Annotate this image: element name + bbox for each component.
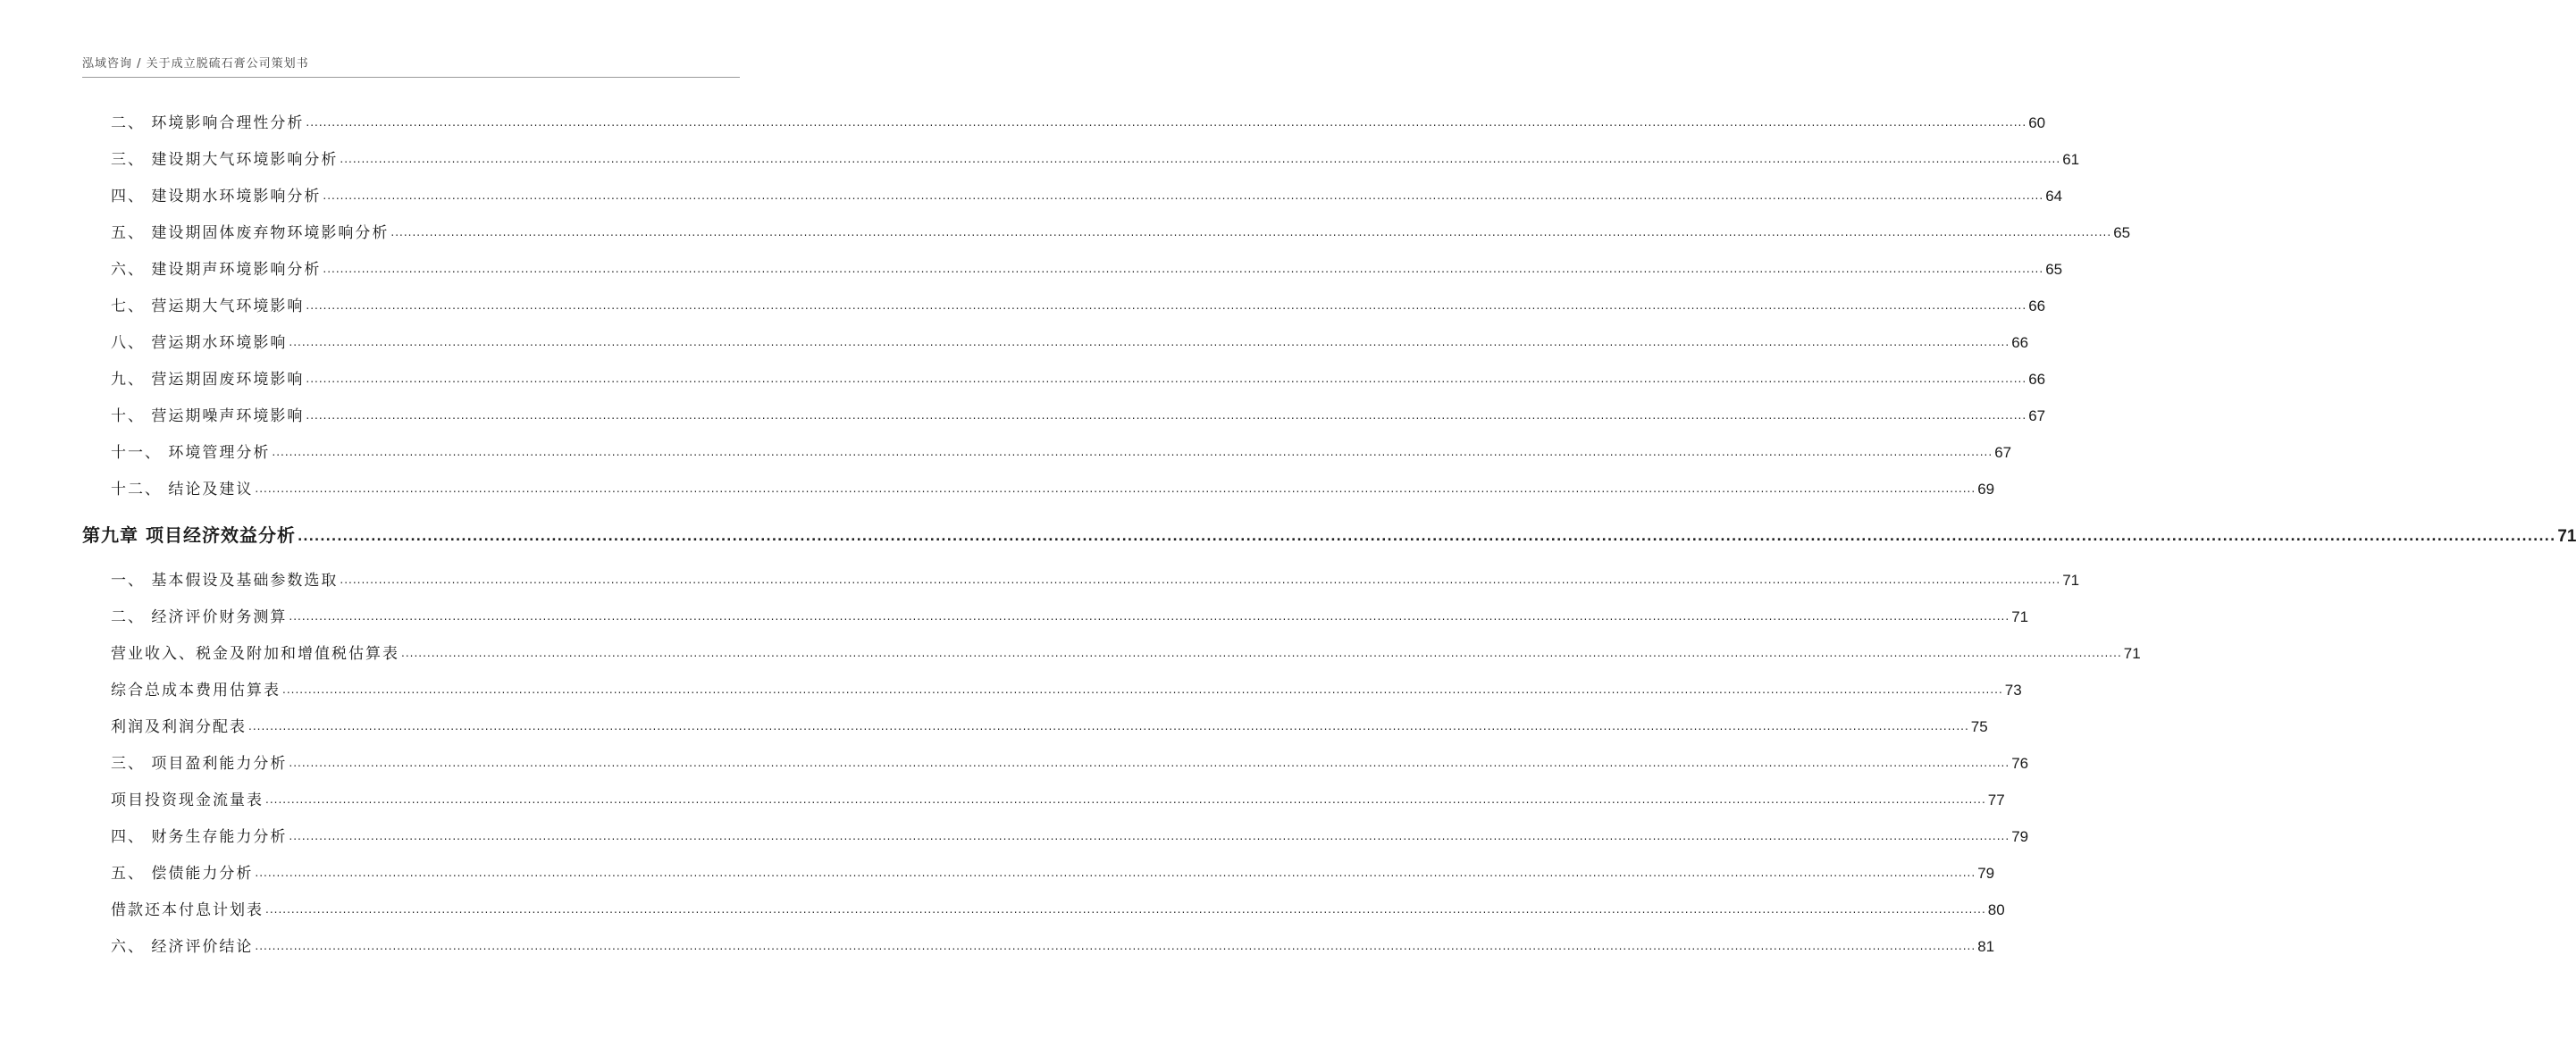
toc-leader-dots: ................................................................................................................................................................................................................................................................................................................................................................................................................	[306, 373, 2027, 385]
toc-leader-dots: ................................................................................................................................................................................................................................................................................................................................................................................................................	[401, 647, 2122, 659]
toc-entry[interactable]	[111, 933, 1995, 956]
toc-leader-dots: ................................................................................................................................................................................................................................................................................................................................................................................................................	[340, 153, 2061, 165]
toc-leader-dots: ................................................................................................................................................................................................................................................................................................................................................................................................................	[255, 940, 1976, 952]
toc-entry-page: 71	[2011, 608, 2029, 625]
toc-leader-dots: ................................................................................................................................................................................................................................................................................................................................................................................................................	[265, 903, 1986, 916]
toc-entry-page: 71	[2123, 645, 2141, 662]
toc-entry-label: 五、 建设期固体废弃物环境影响分析	[111, 224, 390, 242]
toc-leader-dots: ................................................................................................................................................................................................................................................................................................................................................................................................................	[323, 189, 2044, 202]
toc-entry-page: 66	[2011, 334, 2029, 351]
toc-entry-label: 十二、 结论及建议	[111, 481, 254, 498]
toc-entry-page: 71	[2062, 572, 2080, 589]
toc-entry-page: 80	[1987, 901, 2005, 918]
toc-entry-label: 二、 环境影响合理性分析	[111, 114, 305, 132]
toc-entry-label: 营业收入、税金及附加和增值税估算表	[111, 645, 399, 663]
toc-leader-dots: ................................................................................................................................................................................................................................................................................................................................................................................................................	[255, 482, 1976, 495]
toc-entry-label: 九、 营运期固废环境影响	[111, 371, 305, 389]
toc-leader-dots: ................................................................................................................................................................................................................................................................................................................................................................................................................	[255, 867, 1976, 879]
toc-entry-label: 十一、 环境管理分析	[111, 444, 271, 462]
toc-entry[interactable]	[111, 475, 1995, 498]
toc-entry-page: 65	[2113, 224, 2131, 241]
toc-entry[interactable]	[111, 713, 1988, 736]
toc-leader-dots: ................................................................................................................................................................................................................................................................................................................................................................................................................	[306, 409, 2027, 422]
toc-entry-label: 七、 营运期大气环境影响	[111, 297, 305, 315]
toc-leader-dots: ................................................................................................................................................................................................................................................................................................................................................................................................................	[306, 116, 2027, 129]
toc-entry-page: 67	[2028, 407, 2046, 424]
toc-entry-label: 借款还本付息计划表	[111, 901, 264, 919]
header-divider	[82, 77, 740, 78]
toc-leader-dots: ................................................................................................................................................................................................................................................................................................................................................................................................................	[289, 610, 2010, 623]
toc-leader-dots: ................................................................................................................................................................................................................................................................................................................................................................................................................	[390, 226, 2112, 239]
toc-entry-page: 79	[2011, 828, 2029, 845]
toc-leader-dots: ................................................................................................................................................................................................................................................................................................................................................................................................................	[306, 299, 2027, 312]
toc-chapter-label: 第九章 项目经济效益分析	[82, 524, 296, 546]
toc-leader-dots: ................................................................................................................................................................................................................................................................................................................................................................................................................	[248, 720, 1969, 733]
toc-entry[interactable]	[111, 750, 2029, 773]
toc-entry-page: 61	[2062, 151, 2080, 168]
toc-entry[interactable]	[111, 859, 1995, 883]
toc-leader-dots: ................................................................................................................................................................................................................................................................................................................................................................................................................	[289, 757, 2010, 769]
toc-entry-label: 三、 项目盈利能力分析	[111, 755, 288, 773]
toc-entry-page: 66	[2028, 371, 2046, 388]
toc-leader-dots: ................................................................................................................................................................................................................................................................................................................................................................................................................	[289, 336, 2010, 348]
toc-entry[interactable]	[111, 603, 2029, 626]
toc-entry-page: 67	[1994, 444, 2012, 461]
toc-entry-label: 项目投资现金流量表	[111, 792, 264, 809]
toc-entry[interactable]	[111, 292, 2046, 315]
toc-entry-page: 66	[2028, 297, 2046, 314]
toc-entry-page: 65	[2045, 261, 2063, 278]
toc-entry[interactable]	[111, 402, 2046, 425]
toc-entry-page: 75	[1970, 718, 1988, 735]
toc-entry[interactable]	[111, 365, 2046, 389]
toc-entry-page: 81	[1977, 938, 1995, 955]
toc-leader-dots: ................................................................................................................................................................................................................................................................................................................................................................................................................	[272, 446, 1993, 458]
toc-chapter-page: 71	[2557, 527, 2576, 546]
toc-leader-dots: ................................................................................................................................................................................................................................................................................................................................................................................................................	[340, 574, 2061, 586]
toc-entry-label: 十、 营运期噪声环境影响	[111, 407, 305, 425]
toc-entry[interactable]	[111, 146, 2080, 169]
toc-chapter-entry[interactable]	[82, 520, 2576, 547]
toc-entry[interactable]	[111, 109, 2046, 132]
toc-entry-page: 77	[1987, 792, 2005, 808]
toc-entry-label: 利润及利润分配表	[111, 718, 247, 736]
toc-entry-label: 综合总成本费用估算表	[111, 682, 281, 700]
toc-entry[interactable]	[111, 256, 2063, 279]
toc-entry-label: 四、 建设期水环境影响分析	[111, 188, 322, 205]
toc-entry[interactable]	[111, 676, 2022, 700]
toc-entry-label: 六、 建设期声环境影响分析	[111, 261, 322, 279]
toc-entry-page: 69	[1977, 481, 1995, 498]
toc-entry[interactable]	[111, 182, 2063, 205]
toc-entry[interactable]	[111, 786, 2005, 809]
toc-leader-dots: ................................................................................................................................................................................................................................................................................................................................................................................................................	[323, 263, 2044, 275]
toc-entry[interactable]	[111, 219, 2131, 242]
toc-entry-label: 四、 财务生存能力分析	[111, 828, 288, 846]
toc-entry-page: 76	[2011, 755, 2029, 772]
toc-entry-label: 六、 经济评价结论	[111, 938, 254, 956]
toc-leader-dots: ................................................................................................................................................................................................................................................................................................................................................................................................................	[289, 830, 2010, 842]
toc-entry-label: 一、 基本假设及基础参数选取	[111, 572, 339, 590]
toc-entry[interactable]	[111, 566, 2080, 590]
toc-entry-page: 79	[1977, 865, 1995, 882]
toc-entry-label: 八、 营运期水环境影响	[111, 334, 288, 352]
toc-entry-label: 三、 建设期大气环境影响分析	[111, 151, 339, 169]
toc-entry-label: 五、 偿债能力分析	[111, 865, 254, 883]
toc-entry-page: 60	[2028, 114, 2046, 131]
toc-entry[interactable]	[111, 896, 2005, 919]
toc-entry[interactable]	[111, 823, 2029, 846]
toc-leader-dots: ................................................................................................................................................................................................................................................................................................................................................................................................................	[282, 683, 2003, 696]
toc-entry-page: 64	[2045, 188, 2063, 205]
toc-entry[interactable]	[111, 439, 2012, 462]
toc-entry[interactable]	[111, 329, 2029, 352]
page-header: 泓域咨询 / 关于成立脱硫石膏公司策划书	[82, 57, 309, 71]
toc-leader-dots: ................................................................................................................................................................................................................................................................................................................................................................................................................	[265, 793, 1986, 806]
toc-entry[interactable]	[111, 640, 2141, 663]
toc-leader-dots: ................................................................................................................................................................................................................................................................................................................................................................................................................	[297, 530, 2556, 544]
toc-entry-page: 73	[2004, 682, 2022, 699]
toc-entry-label: 二、 经济评价财务测算	[111, 608, 288, 626]
